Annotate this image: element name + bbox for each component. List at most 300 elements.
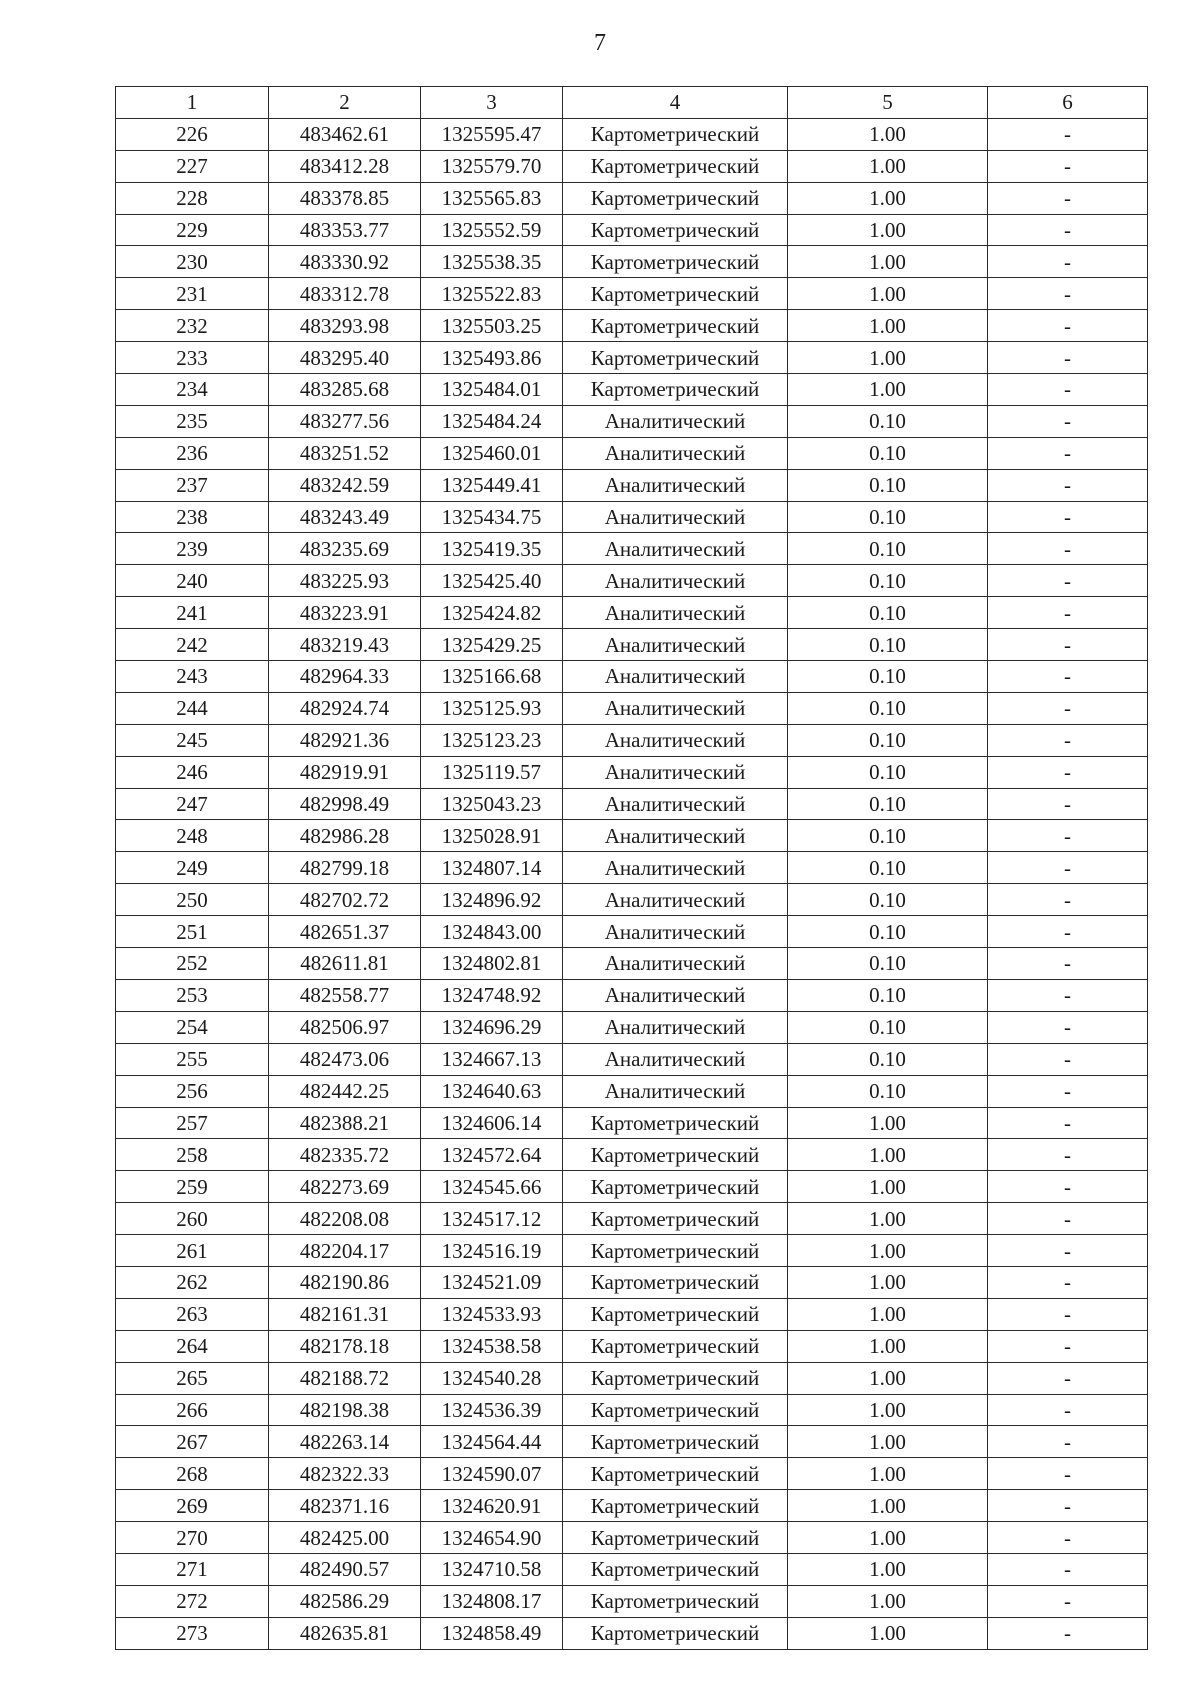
x-coordinate-cell: 482702.72	[269, 884, 421, 916]
note-cell: -	[988, 118, 1148, 150]
point-number-cell: 234	[116, 374, 269, 406]
table-row	[116, 597, 1148, 629]
x-coordinate-cell: 483412.28	[269, 150, 421, 182]
y-coordinate-cell: 1325449.41	[421, 469, 563, 501]
y-coordinate-cell: 1324572.64	[421, 1139, 563, 1171]
x-coordinate-cell: 482178.18	[269, 1330, 421, 1362]
table-row	[116, 278, 1148, 310]
accuracy-cell: 0.10	[788, 469, 988, 501]
method-cell: Аналитический	[563, 948, 788, 980]
table-row	[116, 533, 1148, 565]
point-number-cell: 269	[116, 1490, 269, 1522]
y-coordinate-cell: 1325565.83	[421, 182, 563, 214]
table-row	[116, 1490, 1148, 1522]
note-cell: -	[988, 565, 1148, 597]
note-cell: -	[988, 597, 1148, 629]
accuracy-cell: 0.10	[788, 820, 988, 852]
point-number-cell: 237	[116, 469, 269, 501]
note-cell: -	[988, 1043, 1148, 1075]
note-cell: -	[988, 884, 1148, 916]
point-number-cell: 249	[116, 852, 269, 884]
x-coordinate-cell: 482335.72	[269, 1139, 421, 1171]
accuracy-cell: 1.00	[788, 1107, 988, 1139]
accuracy-cell: 0.10	[788, 916, 988, 948]
method-cell: Аналитический	[563, 565, 788, 597]
note-cell: -	[988, 1075, 1148, 1107]
accuracy-cell: 0.10	[788, 501, 988, 533]
method-cell: Картометрический	[563, 1203, 788, 1235]
table-row	[116, 1522, 1148, 1554]
page-number: 7	[594, 30, 606, 56]
method-cell: Картометрический	[563, 182, 788, 214]
accuracy-cell: 1.00	[788, 118, 988, 150]
point-number-cell: 260	[116, 1203, 269, 1235]
table-row	[116, 916, 1148, 948]
x-coordinate-cell: 483235.69	[269, 533, 421, 565]
y-coordinate-cell: 1324808.17	[421, 1585, 563, 1617]
method-cell: Аналитический	[563, 597, 788, 629]
x-coordinate-cell: 483285.68	[269, 374, 421, 406]
method-cell: Аналитический	[563, 405, 788, 437]
accuracy-cell: 1.00	[788, 1553, 988, 1585]
y-coordinate-cell: 1325503.25	[421, 310, 563, 342]
accuracy-cell: 0.10	[788, 565, 988, 597]
method-cell: Картометрический	[563, 1553, 788, 1585]
x-coordinate-cell: 482442.25	[269, 1075, 421, 1107]
x-coordinate-cell: 482425.00	[269, 1522, 421, 1554]
note-cell: -	[988, 1139, 1148, 1171]
point-number-cell: 242	[116, 629, 269, 661]
x-coordinate-cell: 482190.86	[269, 1266, 421, 1298]
note-cell: -	[988, 214, 1148, 246]
x-coordinate-cell: 482188.72	[269, 1362, 421, 1394]
y-coordinate-cell: 1325493.86	[421, 342, 563, 374]
method-cell: Аналитический	[563, 852, 788, 884]
accuracy-cell: 1.00	[788, 278, 988, 310]
x-coordinate-cell: 483295.40	[269, 342, 421, 374]
method-cell: Картометрический	[563, 246, 788, 278]
y-coordinate-cell: 1325595.47	[421, 118, 563, 150]
note-cell: -	[988, 1107, 1148, 1139]
y-coordinate-cell: 1325460.01	[421, 437, 563, 469]
note-cell: -	[988, 150, 1148, 182]
method-cell: Картометрический	[563, 1298, 788, 1330]
table-row	[116, 979, 1148, 1011]
note-cell: -	[988, 979, 1148, 1011]
method-cell: Картометрический	[563, 1362, 788, 1394]
point-number-cell: 248	[116, 820, 269, 852]
y-coordinate-cell: 1324640.63	[421, 1075, 563, 1107]
method-cell: Аналитический	[563, 788, 788, 820]
method-cell: Аналитический	[563, 1075, 788, 1107]
table-row	[116, 724, 1148, 756]
x-coordinate-cell: 483277.56	[269, 405, 421, 437]
note-cell: -	[988, 788, 1148, 820]
accuracy-cell: 1.00	[788, 374, 988, 406]
note-cell: -	[988, 1011, 1148, 1043]
y-coordinate-cell: 1324590.07	[421, 1458, 563, 1490]
point-number-cell: 233	[116, 342, 269, 374]
y-coordinate-cell: 1324896.92	[421, 884, 563, 916]
method-cell: Картометрический	[563, 118, 788, 150]
point-number-cell: 247	[116, 788, 269, 820]
method-cell: Аналитический	[563, 1011, 788, 1043]
column-header: 2	[269, 87, 421, 119]
note-cell: -	[988, 1171, 1148, 1203]
y-coordinate-cell: 1324533.93	[421, 1298, 563, 1330]
y-coordinate-cell: 1324748.92	[421, 979, 563, 1011]
table-row	[116, 948, 1148, 980]
point-number-cell: 240	[116, 565, 269, 597]
point-number-cell: 261	[116, 1235, 269, 1267]
x-coordinate-cell: 482998.49	[269, 788, 421, 820]
note-cell: -	[988, 948, 1148, 980]
point-number-cell: 232	[116, 310, 269, 342]
point-number-cell: 268	[116, 1458, 269, 1490]
accuracy-cell: 0.10	[788, 597, 988, 629]
accuracy-cell: 1.00	[788, 1330, 988, 1362]
method-cell: Картометрический	[563, 342, 788, 374]
y-coordinate-cell: 1324516.19	[421, 1235, 563, 1267]
table-row	[116, 788, 1148, 820]
table-row	[116, 1139, 1148, 1171]
x-coordinate-cell: 483462.61	[269, 118, 421, 150]
note-cell: -	[988, 852, 1148, 884]
table-row	[116, 437, 1148, 469]
note-cell: -	[988, 1235, 1148, 1267]
table-row	[116, 1266, 1148, 1298]
table-row	[116, 469, 1148, 501]
x-coordinate-cell: 482558.77	[269, 979, 421, 1011]
method-cell: Картометрический	[563, 1490, 788, 1522]
table-row	[116, 310, 1148, 342]
column-header: 1	[116, 87, 269, 119]
x-coordinate-cell: 482986.28	[269, 820, 421, 852]
point-number-cell: 243	[116, 661, 269, 693]
table-body	[116, 118, 1148, 1649]
accuracy-cell: 0.10	[788, 724, 988, 756]
x-coordinate-cell: 482204.17	[269, 1235, 421, 1267]
method-cell: Аналитический	[563, 533, 788, 565]
note-cell: -	[988, 405, 1148, 437]
x-coordinate-cell: 483353.77	[269, 214, 421, 246]
point-number-cell: 259	[116, 1171, 269, 1203]
table-row	[116, 1362, 1148, 1394]
point-number-cell: 238	[116, 501, 269, 533]
note-cell: -	[988, 692, 1148, 724]
accuracy-cell: 0.10	[788, 437, 988, 469]
point-number-cell: 254	[116, 1011, 269, 1043]
point-number-cell: 262	[116, 1266, 269, 1298]
table-row	[116, 661, 1148, 693]
table-row	[116, 692, 1148, 724]
y-coordinate-cell: 1325043.23	[421, 788, 563, 820]
y-coordinate-cell: 1324858.49	[421, 1617, 563, 1649]
point-number-cell: 265	[116, 1362, 269, 1394]
accuracy-cell: 0.10	[788, 533, 988, 565]
accuracy-cell: 1.00	[788, 1139, 988, 1171]
table-row	[116, 1585, 1148, 1617]
method-cell: Картометрический	[563, 1107, 788, 1139]
x-coordinate-cell: 483251.52	[269, 437, 421, 469]
x-coordinate-cell: 482161.31	[269, 1298, 421, 1330]
y-coordinate-cell: 1324538.58	[421, 1330, 563, 1362]
x-coordinate-cell: 482473.06	[269, 1043, 421, 1075]
table-row	[116, 1171, 1148, 1203]
point-number-cell: 245	[116, 724, 269, 756]
y-coordinate-cell: 1325484.01	[421, 374, 563, 406]
y-coordinate-cell: 1324620.91	[421, 1490, 563, 1522]
method-cell: Аналитический	[563, 916, 788, 948]
accuracy-cell: 0.10	[788, 788, 988, 820]
y-coordinate-cell: 1324710.58	[421, 1553, 563, 1585]
note-cell: -	[988, 661, 1148, 693]
method-cell: Аналитический	[563, 629, 788, 661]
table-row	[116, 1553, 1148, 1585]
x-coordinate-cell: 482611.81	[269, 948, 421, 980]
method-cell: Аналитический	[563, 1043, 788, 1075]
note-cell: -	[988, 437, 1148, 469]
accuracy-cell: 0.10	[788, 405, 988, 437]
x-coordinate-cell: 483219.43	[269, 629, 421, 661]
y-coordinate-cell: 1324807.14	[421, 852, 563, 884]
point-number-cell: 228	[116, 182, 269, 214]
x-coordinate-cell: 482198.38	[269, 1394, 421, 1426]
y-coordinate-cell: 1324667.13	[421, 1043, 563, 1075]
y-coordinate-cell: 1324540.28	[421, 1362, 563, 1394]
point-number-cell: 264	[116, 1330, 269, 1362]
y-coordinate-cell: 1325028.91	[421, 820, 563, 852]
x-coordinate-cell: 482208.08	[269, 1203, 421, 1235]
accuracy-cell: 1.00	[788, 246, 988, 278]
x-coordinate-cell: 482799.18	[269, 852, 421, 884]
table-row	[116, 756, 1148, 788]
y-coordinate-cell: 1325538.35	[421, 246, 563, 278]
x-coordinate-cell: 483330.92	[269, 246, 421, 278]
note-cell: -	[988, 1330, 1148, 1362]
y-coordinate-cell: 1325119.57	[421, 756, 563, 788]
x-coordinate-cell: 483225.93	[269, 565, 421, 597]
x-coordinate-cell: 482322.33	[269, 1458, 421, 1490]
accuracy-cell: 0.10	[788, 948, 988, 980]
y-coordinate-cell: 1325522.83	[421, 278, 563, 310]
y-coordinate-cell: 1325123.23	[421, 724, 563, 756]
x-coordinate-cell: 482506.97	[269, 1011, 421, 1043]
column-header: 3	[421, 87, 563, 119]
point-number-cell: 236	[116, 437, 269, 469]
y-coordinate-cell: 1324521.09	[421, 1266, 563, 1298]
point-number-cell: 229	[116, 214, 269, 246]
table-row	[116, 1235, 1148, 1267]
y-coordinate-cell: 1324564.44	[421, 1426, 563, 1458]
method-cell: Аналитический	[563, 469, 788, 501]
method-cell: Картометрический	[563, 1171, 788, 1203]
y-coordinate-cell: 1325552.59	[421, 214, 563, 246]
note-cell: -	[988, 1458, 1148, 1490]
x-coordinate-cell: 483223.91	[269, 597, 421, 629]
table-row	[116, 118, 1148, 150]
table-row	[116, 246, 1148, 278]
table-row	[116, 342, 1148, 374]
method-cell: Картометрический	[563, 214, 788, 246]
note-cell: -	[988, 374, 1148, 406]
method-cell: Картометрический	[563, 1394, 788, 1426]
method-cell: Картометрический	[563, 1585, 788, 1617]
point-number-cell: 271	[116, 1553, 269, 1585]
method-cell: Картометрический	[563, 1266, 788, 1298]
table-row	[116, 1458, 1148, 1490]
point-number-cell: 250	[116, 884, 269, 916]
note-cell: -	[988, 916, 1148, 948]
accuracy-cell: 0.10	[788, 661, 988, 693]
table-row	[116, 405, 1148, 437]
note-cell: -	[988, 1522, 1148, 1554]
accuracy-cell: 1.00	[788, 310, 988, 342]
note-cell: -	[988, 278, 1148, 310]
accuracy-cell: 1.00	[788, 1235, 988, 1267]
method-cell: Аналитический	[563, 437, 788, 469]
column-header: 5	[788, 87, 988, 119]
x-coordinate-cell: 482490.57	[269, 1553, 421, 1585]
accuracy-cell: 1.00	[788, 182, 988, 214]
method-cell: Картометрический	[563, 310, 788, 342]
y-coordinate-cell: 1324536.39	[421, 1394, 563, 1426]
accuracy-cell: 1.00	[788, 1203, 988, 1235]
y-coordinate-cell: 1325425.40	[421, 565, 563, 597]
accuracy-cell: 1.00	[788, 1298, 988, 1330]
point-number-cell: 273	[116, 1617, 269, 1649]
note-cell: -	[988, 342, 1148, 374]
y-coordinate-cell: 1325434.75	[421, 501, 563, 533]
accuracy-cell: 1.00	[788, 1585, 988, 1617]
y-coordinate-cell: 1324843.00	[421, 916, 563, 948]
x-coordinate-cell: 483293.98	[269, 310, 421, 342]
y-coordinate-cell: 1324545.66	[421, 1171, 563, 1203]
table-row	[116, 1043, 1148, 1075]
point-number-cell: 255	[116, 1043, 269, 1075]
y-coordinate-cell: 1324606.14	[421, 1107, 563, 1139]
y-coordinate-cell: 1324696.29	[421, 1011, 563, 1043]
y-coordinate-cell: 1325429.25	[421, 629, 563, 661]
note-cell: -	[988, 1426, 1148, 1458]
note-cell: -	[988, 246, 1148, 278]
point-number-cell: 270	[116, 1522, 269, 1554]
method-cell: Картометрический	[563, 374, 788, 406]
note-cell: -	[988, 1490, 1148, 1522]
accuracy-cell: 0.10	[788, 1075, 988, 1107]
method-cell: Картометрический	[563, 1458, 788, 1490]
note-cell: -	[988, 1362, 1148, 1394]
table-row	[116, 1330, 1148, 1362]
table-header-row	[116, 87, 1148, 119]
y-coordinate-cell: 1324802.81	[421, 948, 563, 980]
x-coordinate-cell: 482921.36	[269, 724, 421, 756]
method-cell: Аналитический	[563, 979, 788, 1011]
point-number-cell: 231	[116, 278, 269, 310]
y-coordinate-cell: 1325166.68	[421, 661, 563, 693]
x-coordinate-cell: 483312.78	[269, 278, 421, 310]
table-row	[116, 1011, 1148, 1043]
accuracy-cell: 0.10	[788, 852, 988, 884]
y-coordinate-cell: 1324517.12	[421, 1203, 563, 1235]
note-cell: -	[988, 1553, 1148, 1585]
table-row	[116, 1617, 1148, 1649]
point-number-cell: 235	[116, 405, 269, 437]
y-coordinate-cell: 1325125.93	[421, 692, 563, 724]
x-coordinate-cell: 483242.59	[269, 469, 421, 501]
x-coordinate-cell: 482919.91	[269, 756, 421, 788]
accuracy-cell: 1.00	[788, 1171, 988, 1203]
table-row	[116, 820, 1148, 852]
point-number-cell: 272	[116, 1585, 269, 1617]
x-coordinate-cell: 482635.81	[269, 1617, 421, 1649]
table-row	[116, 1394, 1148, 1426]
x-coordinate-cell: 482651.37	[269, 916, 421, 948]
table-row	[116, 374, 1148, 406]
accuracy-cell: 0.10	[788, 979, 988, 1011]
point-number-cell: 241	[116, 597, 269, 629]
y-coordinate-cell: 1325484.24	[421, 405, 563, 437]
accuracy-cell: 0.10	[788, 1011, 988, 1043]
note-cell: -	[988, 533, 1148, 565]
method-cell: Аналитический	[563, 820, 788, 852]
column-header: 6	[988, 87, 1148, 119]
note-cell: -	[988, 724, 1148, 756]
note-cell: -	[988, 1203, 1148, 1235]
point-number-cell: 246	[116, 756, 269, 788]
note-cell: -	[988, 501, 1148, 533]
table-row	[116, 182, 1148, 214]
method-cell: Аналитический	[563, 756, 788, 788]
table-row	[116, 1203, 1148, 1235]
point-number-cell: 226	[116, 118, 269, 150]
table-row	[116, 214, 1148, 246]
method-cell: Картометрический	[563, 1330, 788, 1362]
table-row	[116, 565, 1148, 597]
note-cell: -	[988, 629, 1148, 661]
table-row	[116, 852, 1148, 884]
method-cell: Картометрический	[563, 278, 788, 310]
x-coordinate-cell: 483243.49	[269, 501, 421, 533]
accuracy-cell: 0.10	[788, 629, 988, 661]
method-cell: Картометрический	[563, 150, 788, 182]
accuracy-cell: 1.00	[788, 342, 988, 374]
method-cell: Картометрический	[563, 1139, 788, 1171]
point-number-cell: 263	[116, 1298, 269, 1330]
accuracy-cell: 1.00	[788, 1617, 988, 1649]
x-coordinate-cell: 482964.33	[269, 661, 421, 693]
point-number-cell: 258	[116, 1139, 269, 1171]
y-coordinate-cell: 1325579.70	[421, 150, 563, 182]
accuracy-cell: 1.00	[788, 1362, 988, 1394]
y-coordinate-cell: 1325419.35	[421, 533, 563, 565]
accuracy-cell: 1.00	[788, 214, 988, 246]
table-row	[116, 1298, 1148, 1330]
accuracy-cell: 1.00	[788, 1394, 988, 1426]
point-number-cell: 253	[116, 979, 269, 1011]
note-cell: -	[988, 1394, 1148, 1426]
accuracy-cell: 1.00	[788, 1458, 988, 1490]
method-cell: Картометрический	[563, 1235, 788, 1267]
point-number-cell: 244	[116, 692, 269, 724]
method-cell: Аналитический	[563, 692, 788, 724]
accuracy-cell: 1.00	[788, 1426, 988, 1458]
accuracy-cell: 0.10	[788, 884, 988, 916]
x-coordinate-cell: 482263.14	[269, 1426, 421, 1458]
point-number-cell: 251	[116, 916, 269, 948]
table-row	[116, 884, 1148, 916]
y-coordinate-cell: 1325424.82	[421, 597, 563, 629]
